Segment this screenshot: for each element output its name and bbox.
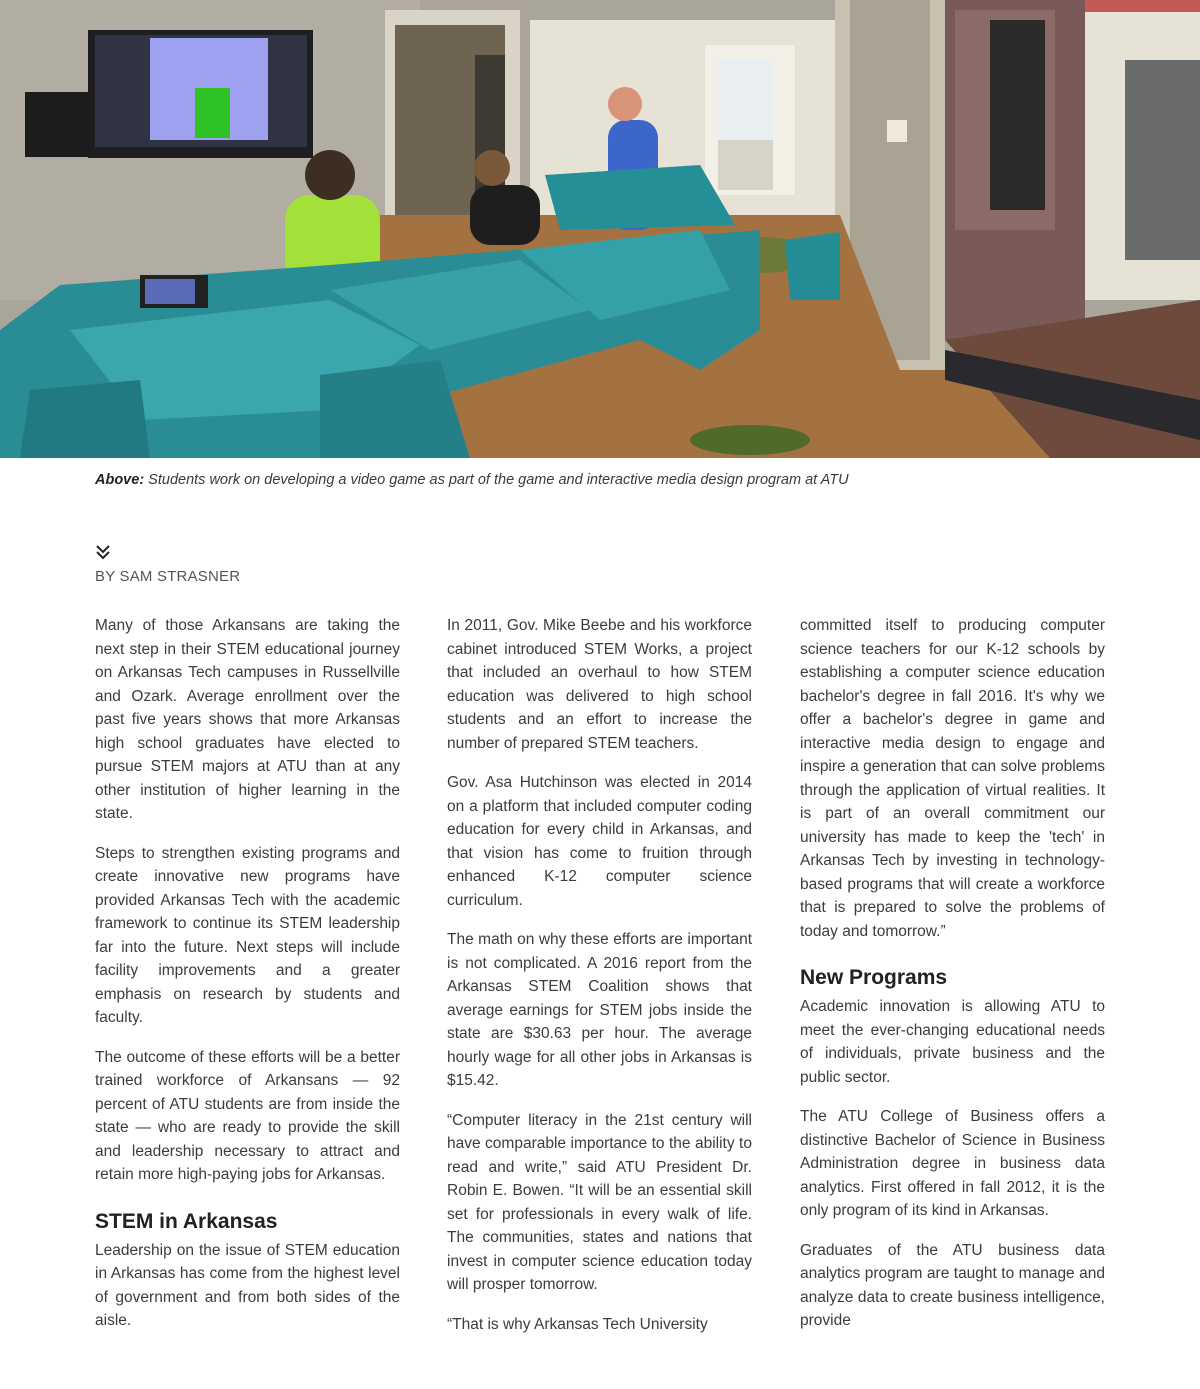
paragraph: The outcome of these efforts will be a better trained workforce of Arkansans — 92 percent of ATU students are from inside the state — who are ready to provide the skill and leadership necessary to attract and retain more high-paying jobs for Arkansas. <box>95 1048 400 1183</box>
article-photo <box>0 0 1200 458</box>
paragraph: Leadership on the issue of STEM education in Arkansas has come from the highest level of government and from both sides of the aisle. <box>95 1241 400 1329</box>
section-heading: STEM in Arkansas <box>95 1209 278 1233</box>
paragraph: The ATU College of Business offers a distinctive Bachelor of Science in Business Administration degree in business data analytics. First offered in fall 2012, it is the only program of its kind in Arkansas. <box>800 1108 1105 1219</box>
paragraph: Academic innovation is allowing ATU to meet the ever-changing educational needs of individuals, private business and the public sector. <box>800 998 1105 1086</box>
article-column-2 <box>447 614 752 1352</box>
double-chevron-down-icon <box>95 544 111 560</box>
photo-caption <box>95 470 1105 490</box>
photo-students-lounge-image <box>0 0 1200 458</box>
caption-lead: Above: <box>95 472 145 488</box>
caption-text: Students work on developing a video game as part of the game and interactive media design program at ATU <box>144 472 849 488</box>
paragraph: Steps to strengthen existing programs and create innovative new programs have provided Arkansas Tech with the academic framework to continue its STEM leadership far into the future. Next steps will include facility improvements and a greater emphasis on research by students and faculty. <box>95 844 400 1026</box>
paragraph: Many of those Arkansans are taking the next step in their STEM educational journey on Arkansas Tech campuses in Russellville and Ozark. Average enrollment over the past five years shows that more Arkansas high school graduates have elected to pursue STEM majors at ATU than at any other institution of higher learning in the state. <box>95 617 400 822</box>
paragraph: In 2011, Gov. Mike Beebe and his workforce cabinet introduced STEM Works, a project that included an overhaul to how STEM education was delivered to high school students and an effort to increase the number of prepared STEM teachers. <box>447 617 752 752</box>
paragraph: Gov. Asa Hutchinson was elected in 2014 on a platform that included computer coding education for every child in Arkansas, and that vision has come to fruition through enhanced K-12 computer science curriculum. <box>447 774 752 909</box>
article-column-1 <box>95 614 400 1349</box>
paragraph: “That is why Arkansas Tech University <box>447 1315 708 1333</box>
article-column-3 <box>800 614 1105 1349</box>
paragraph: committed itself to producing computer science teachers for our K-12 schools by establishing a computer science education bachelor's degree in fall 2016. It's why we offer a bachelor's degree in game and interactive media design to engage and inspire a generation that can solve problems through the application of virtual realities. It is part of an overall commitment our university has made to keep the 'tech' in Arkansas Tech by investing in technology-based programs that will create a workforce that is prepared to solve the problems of today and tomorrow.” <box>800 617 1105 940</box>
section-heading: New Programs <box>800 966 948 989</box>
byline: BY SAM STRASNER <box>95 568 241 585</box>
paragraph: “Computer literacy in the 21st century will have comparable importance to the ability to read and write,” said ATU President Dr. Robin E. Bowen. “It will be an essential skill set for professionals in every walk of life. The communities, states and nations that invest in computer science education today will prosper tomorrow. <box>447 1111 752 1293</box>
paragraph: The math on why these efforts are important is not complicated. A 2016 report from the Arkansas STEM Coalition shows that average earnings for STEM jobs inside the state are $30.63 per hour. The average hourly wage for all other jobs in Arkansas is $15.42. <box>447 931 752 1089</box>
paragraph: Graduates of the ATU business data analytics program are taught to manage and analyze data to create business intelligence, provide <box>800 1241 1105 1329</box>
